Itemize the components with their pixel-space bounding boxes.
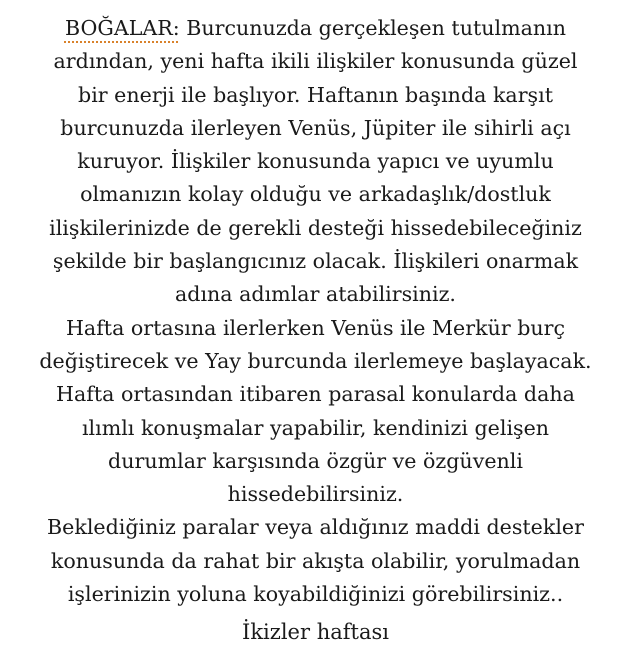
text-line-18: işlerinizin yoluna koyabildiğinizi görebilirsiniz.. [67, 582, 564, 607]
text-line-13: ılımlı konuşmalar yapabilir, kendinizi gelişen [81, 415, 550, 440]
text-line-11: değiştirecek ve Yay burcunda ilerlemeye başlayacak. [39, 348, 592, 373]
text-line-14: durumlar karşısında özgür ve özgüvenli [108, 448, 523, 473]
cut-off-text: İkizler haftası [242, 620, 389, 644]
text-line-3: bir enerji ile başlıyor. Haftanın başında karşıt [78, 82, 553, 107]
text-line-1 [0, 12, 631, 45]
text-line-2: ardından, yeni hafta ikili ilişkiler konusunda güzel [53, 49, 578, 74]
text-line-17: konusunda da rahat bir akışta olabilir, yorulmadan [50, 548, 581, 573]
text-line-4: burcunuzda ilerleyen Venüs, Jüpiter ile sihirli açı [60, 115, 571, 140]
sign-label: BOĞALAR: [64, 16, 180, 40]
text-line-15: hissedebilirsiniz. [227, 482, 404, 507]
text-line-6: olmanızın kolay olduğu ve arkadaşlık/dostluk [80, 182, 551, 207]
text-line-5: kuruyor. İlişkiler konusunda yapıcı ve uyumlu [77, 149, 554, 174]
cut-off-text-line [0, 606, 631, 644]
text-line-16: Beklediğiniz paralar veya aldığınız maddi destekler [47, 515, 584, 540]
text-line-9: adına adımlar atabilirsiniz. [175, 282, 456, 307]
text-line-12: Hafta ortasından itibaren parasal konularda daha [56, 382, 575, 407]
text-line-7: ilişkilerinizde de gerekli desteği hissedebileceğiniz [49, 215, 582, 240]
text-line-10: Hafta ortasına ilerlerken Venüs ile Merkür burç [65, 315, 566, 340]
text-line-1-rest: Burcunuzda gerçekleşen tutulmanın [179, 16, 567, 40]
text-line-8: şekilde bir başlangıcınız olacak. İlişkileri onarmak [52, 249, 579, 274]
